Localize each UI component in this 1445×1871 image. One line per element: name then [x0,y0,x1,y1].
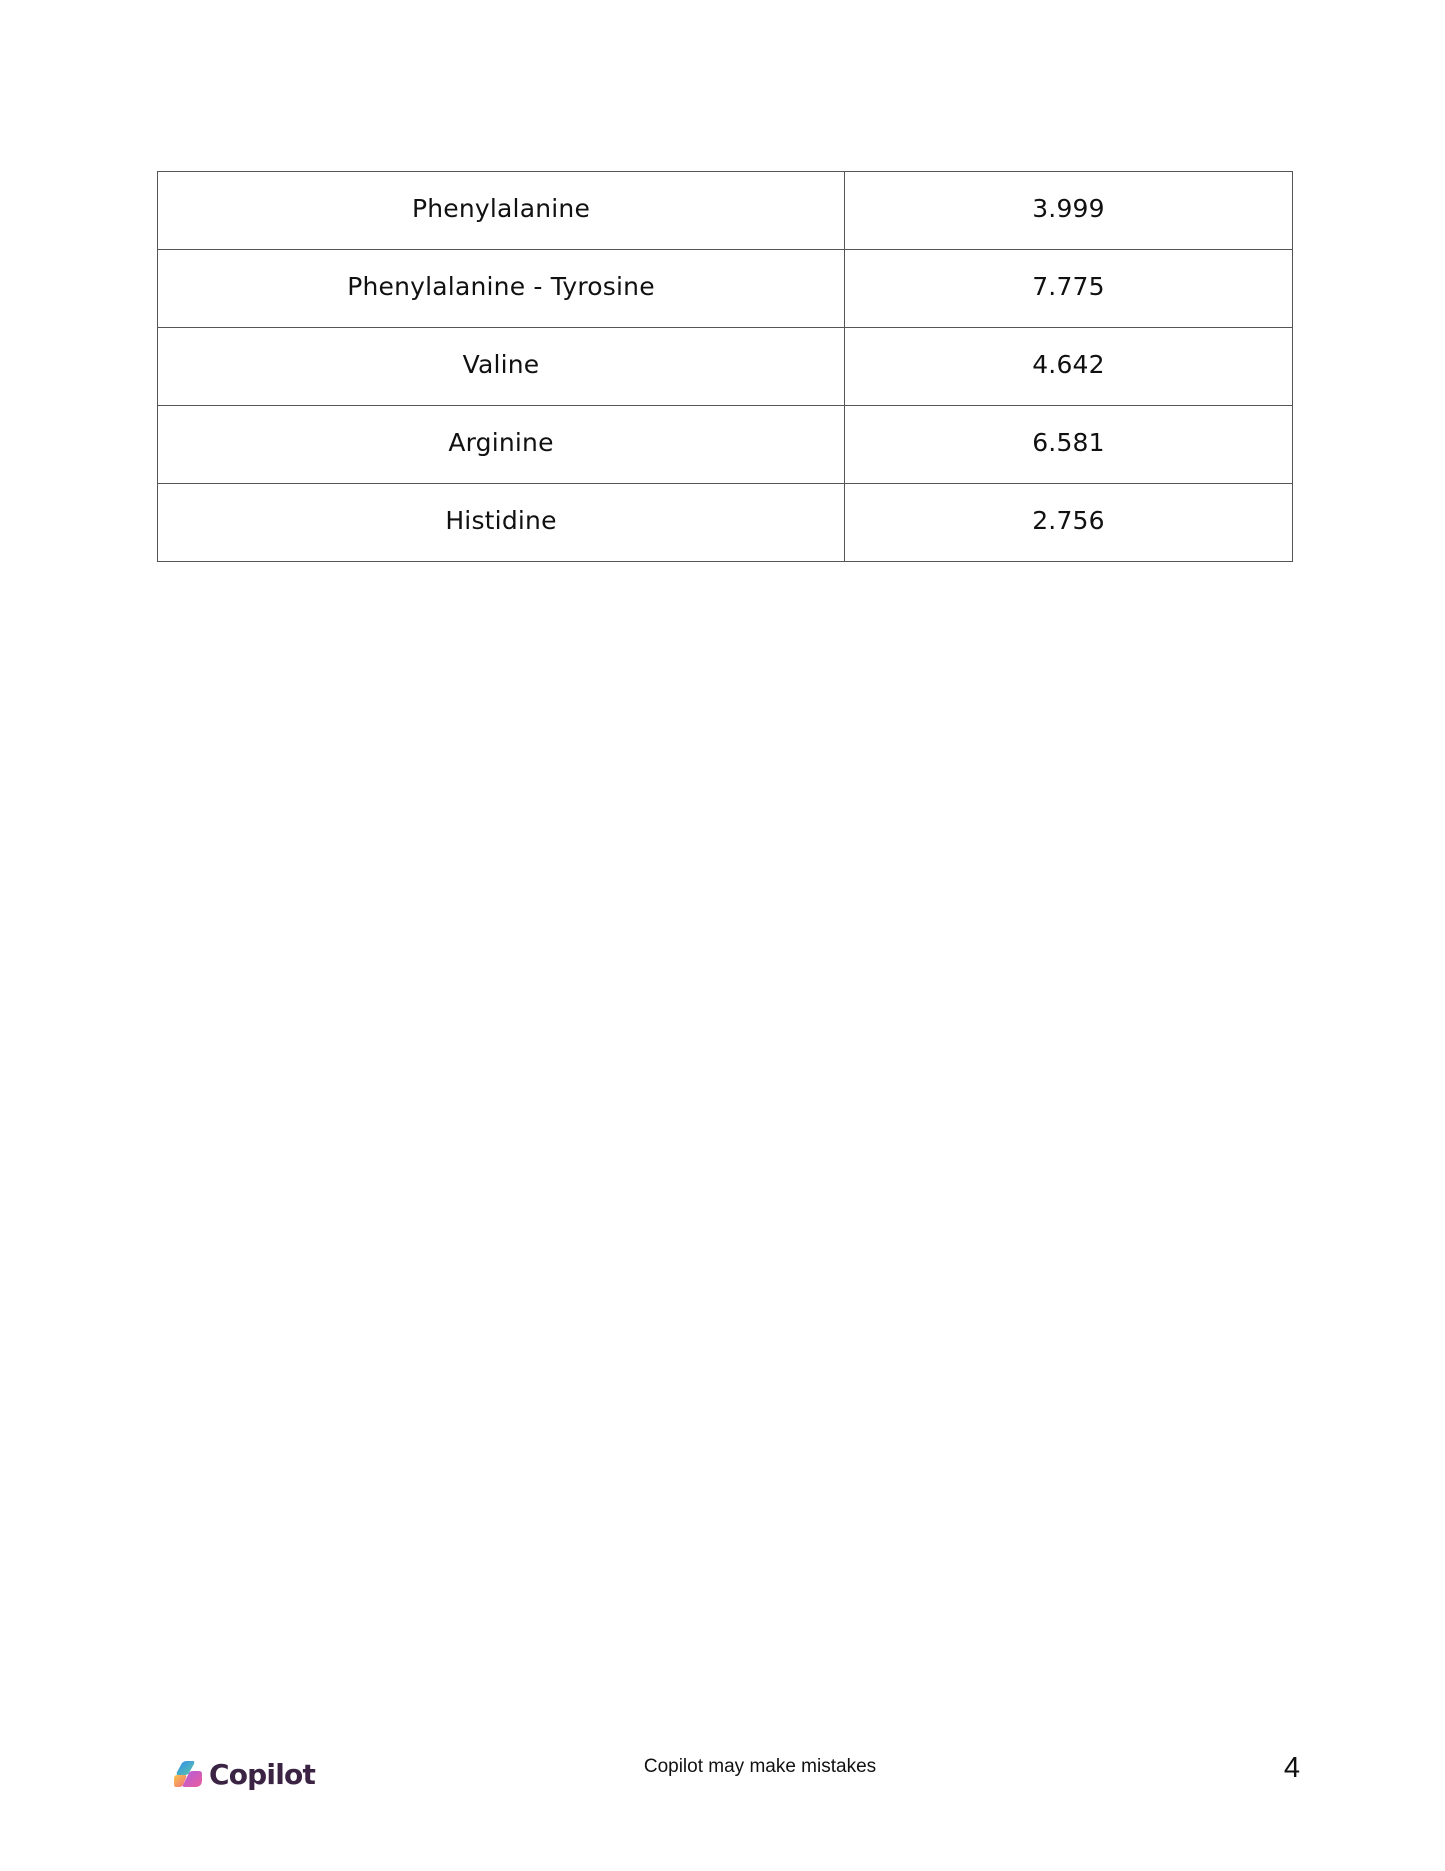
logo-text: Copilot [209,1757,316,1791]
cell-text: Histidine [445,506,557,535]
amino-acid-table [157,171,1293,562]
table-cell-name [158,172,845,250]
cell-text: 6.581 [1032,428,1105,457]
table-cell-value [845,250,1293,328]
table-row [158,250,1293,328]
cell-text: Valine [462,350,540,379]
table-cell-value [845,172,1293,250]
table-cell-value [845,328,1293,406]
copilot-logo [173,1757,315,1791]
cell-text: 2.756 [1032,506,1105,535]
table-cell-name [158,484,845,562]
table-cell-name [158,406,845,484]
table-row [158,172,1293,250]
table-row [158,406,1293,484]
cell-text: Phenylalanine - Tyrosine [347,272,655,301]
table-cell-name [158,250,845,328]
cell-text: 4.642 [1032,350,1105,379]
cell-text: Arginine [448,428,554,457]
table-row [158,328,1293,406]
table-cell-name [158,328,845,406]
copilot-logo-icon [173,1760,203,1788]
table-cell-value [845,484,1293,562]
table-cell-value [845,406,1293,484]
cell-text: Phenylalanine [411,194,591,223]
page-number: 4 [1283,1752,1300,1784]
table-row [158,484,1293,562]
cell-text: 7.775 [1032,272,1105,301]
cell-text: 3.999 [1032,194,1105,223]
footer-disclaimer: Copilot may make mistakes [643,1756,877,1777]
